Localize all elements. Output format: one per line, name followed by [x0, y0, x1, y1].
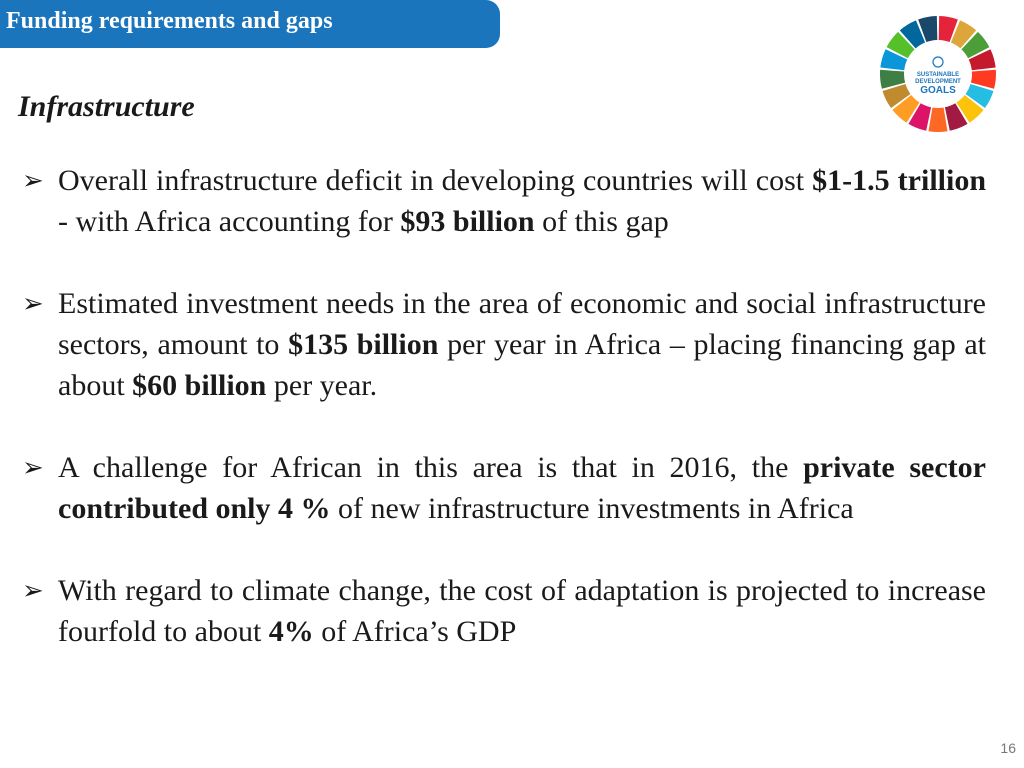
bullet-text: of new infrastructure investments in Africa [330, 492, 854, 525]
bullet-highlight: $60 billion [132, 369, 267, 402]
bullet-text: per year. [266, 369, 378, 402]
bullet-item [22, 447, 986, 529]
logo-text-line1: SUSTAINABLE [916, 72, 960, 78]
bullet-text: Estimated investment needs in the area of economic and social infrastructure sectors, amount to [58, 287, 986, 361]
bullet-highlight: private sector contributed only 4 % [58, 451, 986, 525]
bullet-text: - with Africa accounting for [58, 205, 401, 238]
bullet-item [22, 160, 986, 242]
logo-text-line2: DEVELOPMENT [915, 79, 961, 85]
bullet-highlight: 4% [268, 615, 314, 648]
page-number: 16 [1000, 740, 1016, 756]
title-bar [0, 0, 500, 48]
section-heading: Infrastructure [18, 90, 195, 123]
bullet-text: per year in Africa – placing financing gap at about [58, 328, 986, 402]
arrow-bullet-icon: ➢ [22, 289, 44, 318]
bullet-highlight: $93 billion [400, 205, 535, 238]
bullet-text: A challenge for African in this area is that in 2016, the [58, 451, 804, 484]
arrow-bullet-icon: ➢ [22, 576, 44, 605]
bullet-highlight: $135 billion [288, 328, 439, 361]
bullet-text: Overall infrastructure deficit in developing countries will cost [58, 164, 813, 197]
bullet-highlight: $1-1.5 trillion [812, 164, 987, 197]
sdg-wheel-logo [878, 14, 998, 134]
bullet-item [22, 570, 986, 652]
arrow-bullet-icon: ➢ [22, 166, 44, 195]
slide-title: Funding requirements and gaps [6, 8, 333, 34]
sdg-wheel-segment [928, 108, 947, 132]
bullet-text: of Africa’s GDP [313, 615, 517, 648]
bullet-text: of this gap [534, 205, 669, 238]
arrow-bullet-icon: ➢ [22, 453, 44, 482]
logo-text-line3: GOALS [920, 85, 956, 96]
bullet-list [22, 160, 986, 693]
bullet-item [22, 283, 986, 406]
bullet-text: With regard to climate change, the cost of adaptation is projected to increase fourfold to about [58, 574, 986, 648]
